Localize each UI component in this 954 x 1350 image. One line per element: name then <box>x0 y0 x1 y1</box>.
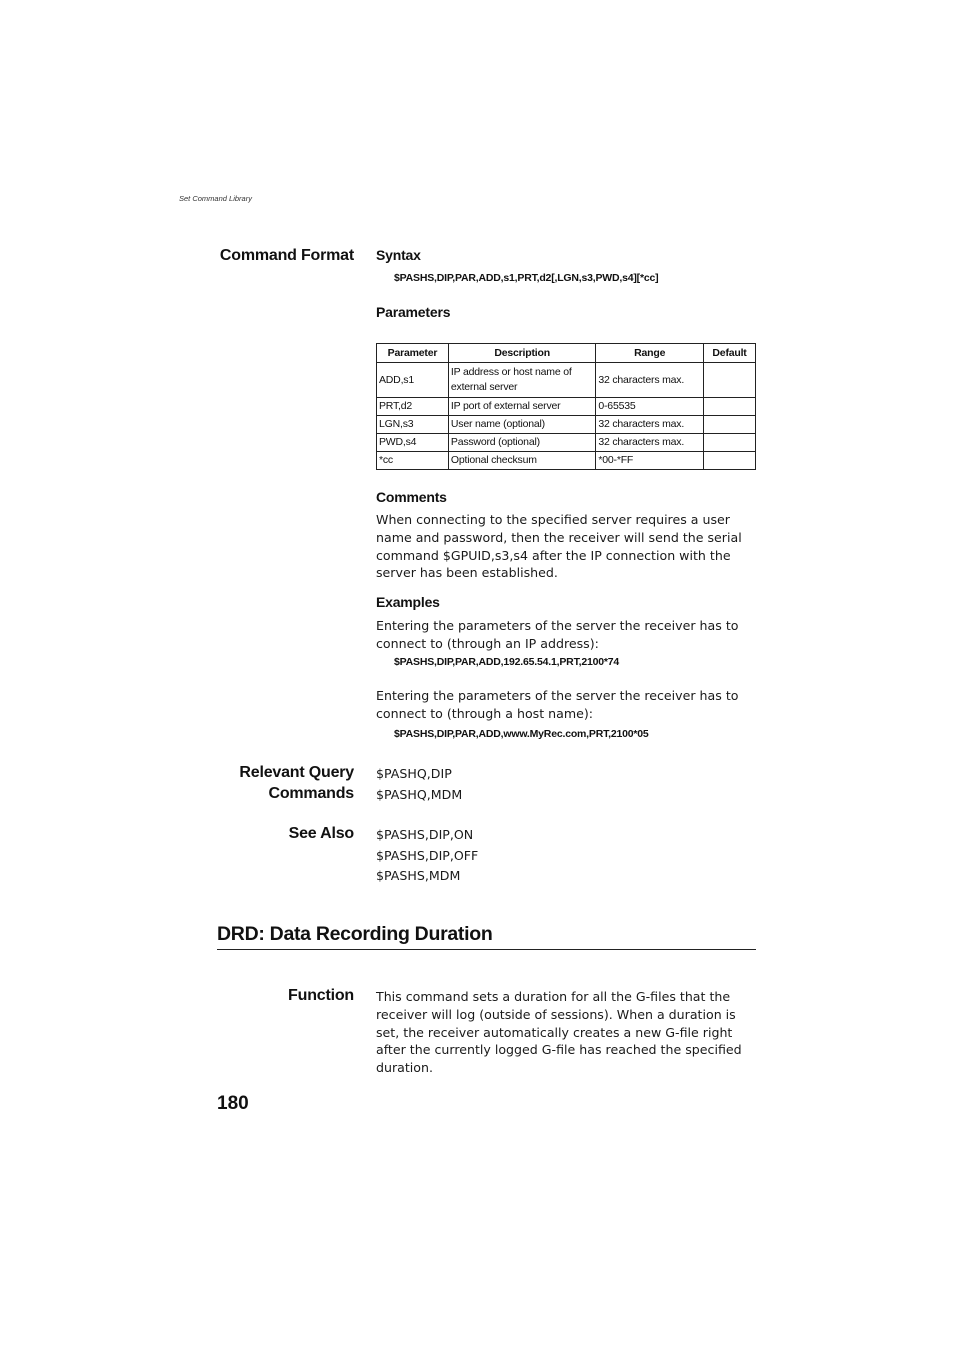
table-row <box>377 398 756 416</box>
relevant-query-heading <box>239 762 354 804</box>
command-format-heading: Command Format <box>219 247 354 264</box>
relevant-query-heading-line2: Commands <box>268 785 354 802</box>
table-cell: 0-65535 <box>596 398 704 416</box>
table-cell: IP address or host name of external server <box>448 363 595 398</box>
parameters-table <box>376 343 756 470</box>
see-also-heading: See Also <box>288 825 354 842</box>
list-item: $PASHS,MDM <box>376 868 461 884</box>
table-cell <box>704 398 756 416</box>
table-cell: PRT,d2 <box>377 398 449 416</box>
function-heading: Function <box>288 987 354 1004</box>
see-also-list <box>376 825 478 887</box>
example2-text: Entering the parameters of the server the receiver has to connect to (through a host name): <box>376 688 739 721</box>
section-title: DRD: Data Recording Duration <box>217 923 756 950</box>
table-row <box>377 363 756 398</box>
comments-text: When connecting to the specified server requires a user name and password, then the receiver will send the serial command $GPUID,s3,s4 after the IP connection with the server has been established. <box>376 512 742 581</box>
table-cell: Password (optional) <box>448 434 595 452</box>
table-cell <box>704 416 756 434</box>
table-row <box>377 434 756 452</box>
table-cell: ADD,s1 <box>377 363 449 398</box>
table-row <box>377 416 756 434</box>
syntax-heading: Syntax <box>376 247 421 263</box>
comments-heading: Comments <box>376 489 447 505</box>
table-cell: 32 characters max. <box>596 416 704 434</box>
function-text: This command sets a duration for all the G-files that the receiver will log (outside of sessions). When a duration is set, the receiver automatically creates a new G-file right after the currently logged G-file has reached the specified duration. <box>376 989 742 1076</box>
example2-command: $PASHS,DIP,PAR,ADD,www.MyRec.com,PRT,2100*05 <box>394 728 649 740</box>
list-item: $PASHS,DIP,OFF <box>376 847 479 863</box>
table-cell <box>704 363 756 398</box>
example1-text: Entering the parameters of the server the receiver has to connect to (through an IP address): <box>376 618 739 651</box>
list-item: $PASHS,DIP,ON <box>376 827 474 842</box>
table-cell: 32 characters max. <box>596 434 704 452</box>
table-cell: 32 characters max. <box>596 363 704 398</box>
list-item: $PASHQ,MDM <box>376 786 463 802</box>
table-row <box>377 452 756 470</box>
list-item: $PASHQ,DIP <box>376 766 452 781</box>
table-cell: PWD,s4 <box>377 434 449 452</box>
relevant-query-list <box>376 764 462 805</box>
example1-command: $PASHS,DIP,PAR,ADD,192.65.54.1,PRT,2100*74 <box>394 656 620 668</box>
table-cell: *cc <box>377 452 449 470</box>
relevant-query-heading-line1: Relevant Query <box>239 764 354 781</box>
table-cell: Optional checksum <box>448 452 595 470</box>
running-head: Set Command Library <box>179 194 252 203</box>
table-header-row <box>377 344 756 363</box>
table-cell: IP port of external server <box>448 398 595 416</box>
table-cell <box>704 452 756 470</box>
examples-heading: Examples <box>376 594 440 610</box>
page-number: 180 <box>217 1093 249 1114</box>
syntax-command: $PASHS,DIP,PAR,ADD,s1,PRT,d2[,LGN,s3,PWD,s4][*cc] <box>394 272 659 284</box>
table-header-cell: Description <box>448 344 595 363</box>
table-cell: *00-*FF <box>596 452 704 470</box>
parameters-heading: Parameters <box>376 304 451 320</box>
table-cell: LGN,s3 <box>377 416 449 434</box>
table-header-cell: Default <box>704 344 756 363</box>
table-header-cell: Parameter <box>377 344 449 363</box>
table-cell <box>704 434 756 452</box>
table-cell: User name (optional) <box>448 416 595 434</box>
table-header-cell: Range <box>596 344 704 363</box>
